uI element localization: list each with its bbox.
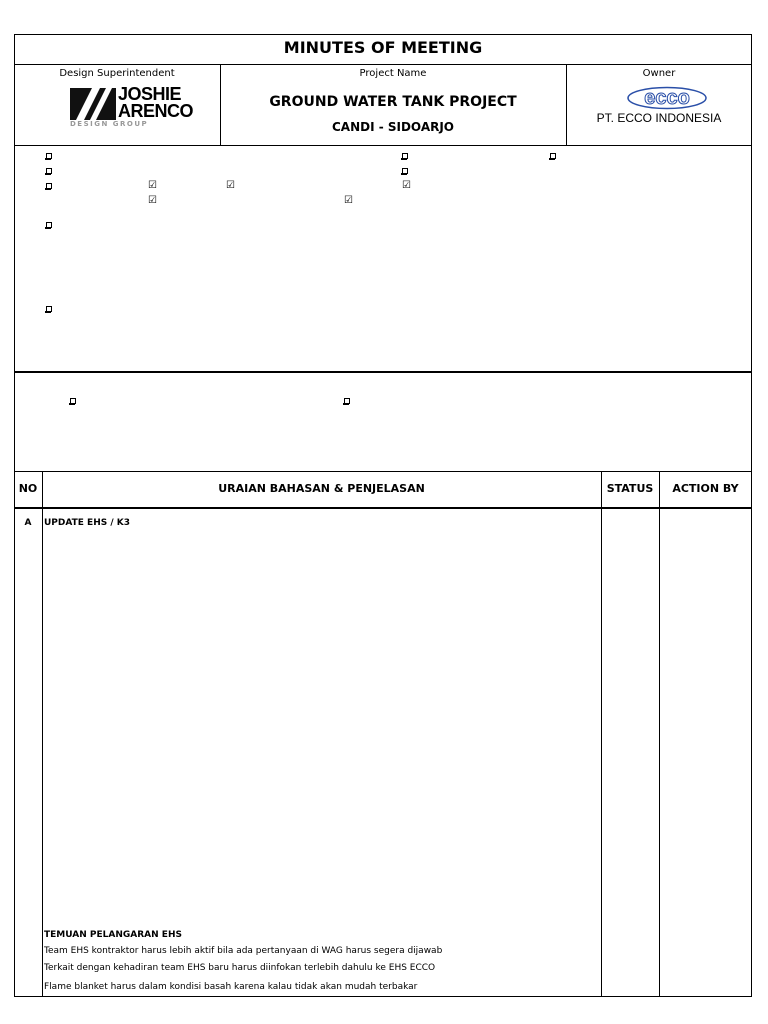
ecco-logo-text: ecco — [644, 87, 690, 109]
finding-item: Terkait dengan kehadiran team EHS baru harus diinfokan terlebih dahulu ke EHS ECCO — [44, 963, 436, 973]
design-superintendent-label: Design Superintendent — [59, 68, 175, 79]
document-frame — [14, 34, 752, 997]
divider — [42, 471, 43, 997]
logo-line-1: JOSHIE — [118, 84, 182, 104]
divider — [14, 64, 752, 65]
section-number: A — [24, 518, 32, 528]
checked-box-icon[interactable]: ☑ — [148, 195, 157, 206]
logo-line-2: ARENCO — [118, 101, 194, 121]
divider — [14, 507, 752, 509]
checkbox[interactable] — [46, 306, 52, 315]
findings-title: TEMUAN PELANGARAN EHS — [44, 930, 182, 940]
project-name-label: Project Name — [359, 68, 427, 79]
owner-label: Owner — [642, 68, 676, 79]
column-header-description: URAIAN BAHASAN & PENJELASAN — [218, 482, 425, 495]
document-title: MINUTES OF MEETING — [283, 38, 483, 57]
checkbox[interactable] — [344, 398, 350, 407]
divider — [659, 471, 660, 997]
divider — [14, 145, 752, 146]
column-header-status: STATUS — [606, 482, 654, 495]
project-name: GROUND WATER TANK PROJECT — [269, 94, 517, 110]
joshie-arenco-logo — [70, 84, 194, 130]
owner-name: PT. ECCO INDONESIA — [596, 111, 722, 125]
checkbox[interactable] — [46, 153, 52, 162]
checkbox[interactable] — [70, 398, 76, 407]
finding-item: Flame blanket harus dalam kondisi basah karena kalau tidak akan mudah terbakar — [44, 982, 418, 992]
column-header-action-by: ACTION BY — [672, 482, 739, 495]
project-location: CANDI - SIDOARJO — [331, 120, 455, 134]
checkbox[interactable] — [550, 153, 556, 162]
checked-box-icon[interactable]: ☑ — [344, 195, 353, 206]
checkbox[interactable] — [46, 222, 52, 231]
checkbox[interactable] — [402, 153, 408, 162]
checkbox[interactable] — [46, 168, 52, 177]
column-header-no: NO — [18, 482, 38, 495]
divider — [601, 471, 602, 997]
checkbox[interactable] — [46, 183, 52, 192]
divider — [14, 471, 752, 472]
ecco-logo — [626, 86, 708, 110]
checked-box-icon[interactable]: ☑ — [226, 180, 235, 191]
section-heading: UPDATE EHS / K3 — [44, 518, 131, 528]
checked-box-icon[interactable]: ☑ — [148, 180, 157, 191]
checked-box-icon[interactable]: ☑ — [402, 180, 411, 191]
finding-item: Team EHS kontraktor harus lebih aktif bila ada pertanyaan di WAG harus segera dijawab — [44, 946, 443, 956]
divider — [14, 371, 752, 373]
checkbox[interactable] — [402, 168, 408, 177]
logo-line-3: DESIGN GROUP — [70, 120, 149, 128]
